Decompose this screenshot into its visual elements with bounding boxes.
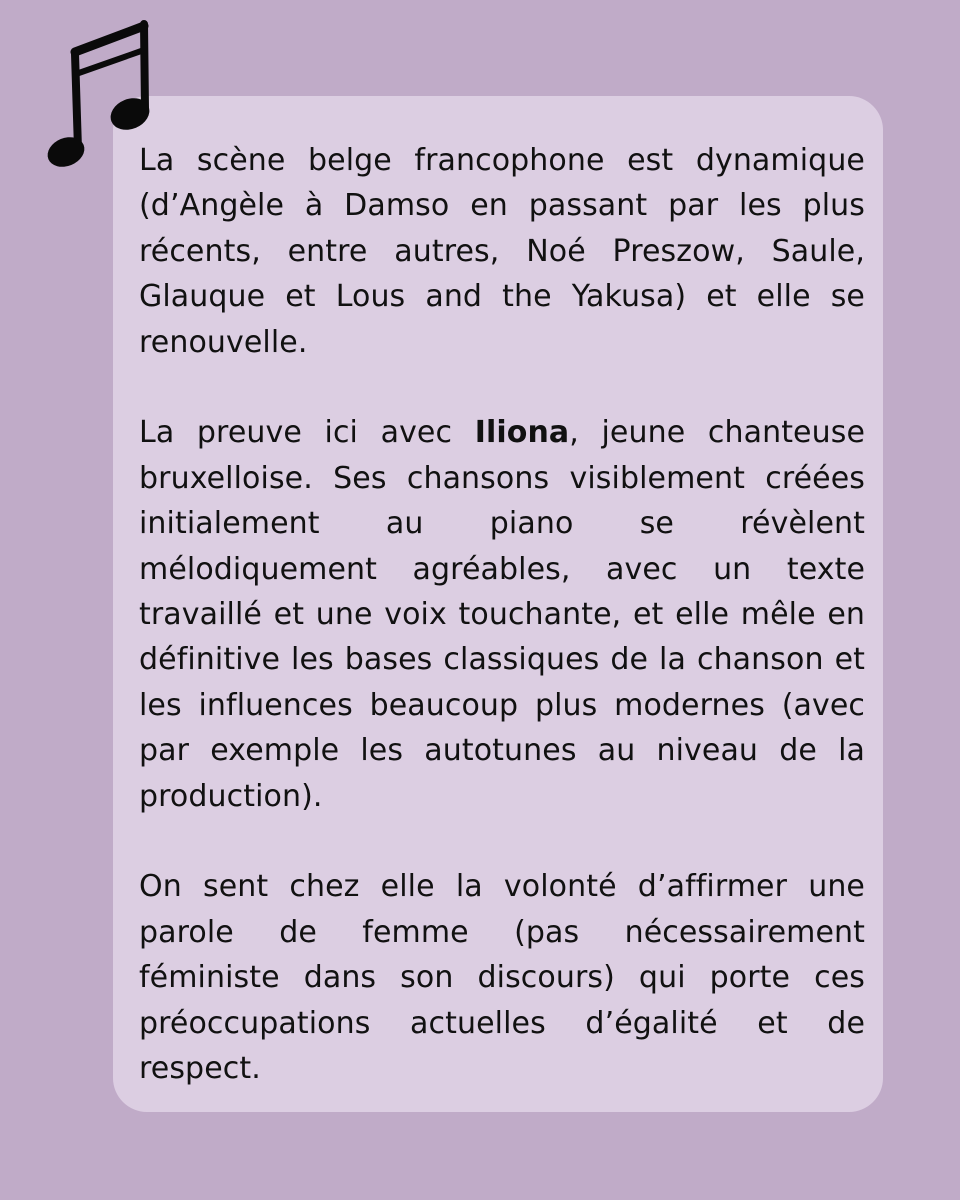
paragraph-conclusion: On sent chez elle la volonté d’affirmer une parole de femme (pas nécessairement féministe dans son discours) qui porte ces préoccupations actuelles d’égalité et de respect.	[139, 869, 865, 1087]
paragraph-iliona-rest: , jeune chanteuse bruxelloise. Ses chansons visiblement créées initialement au piano se révèlent mélodiquement agréables, avec un texte travaillé et une voix touchante, et elle mêle en définitive les bases classiques de la chanson et les influences beaucoup plus modernes (avec par exemple les autotunes au niveau de la production).	[139, 415, 866, 814]
musical-note-icon	[40, 14, 160, 179]
paragraph-intro: La scène belge francophone est dynamique (d’Angèle à Damso en passant par les plus récents, entre autres, Noé Preszow, Saule, Glauque et Lous and the Yakusa) et elle se renouvelle.	[139, 143, 865, 360]
paragraph-iliona-start: La preuve ici avec	[139, 415, 475, 451]
artist-name: Iliona	[474, 415, 570, 451]
paragraph-iliona	[139, 410, 865, 819]
text-card	[113, 96, 883, 1112]
